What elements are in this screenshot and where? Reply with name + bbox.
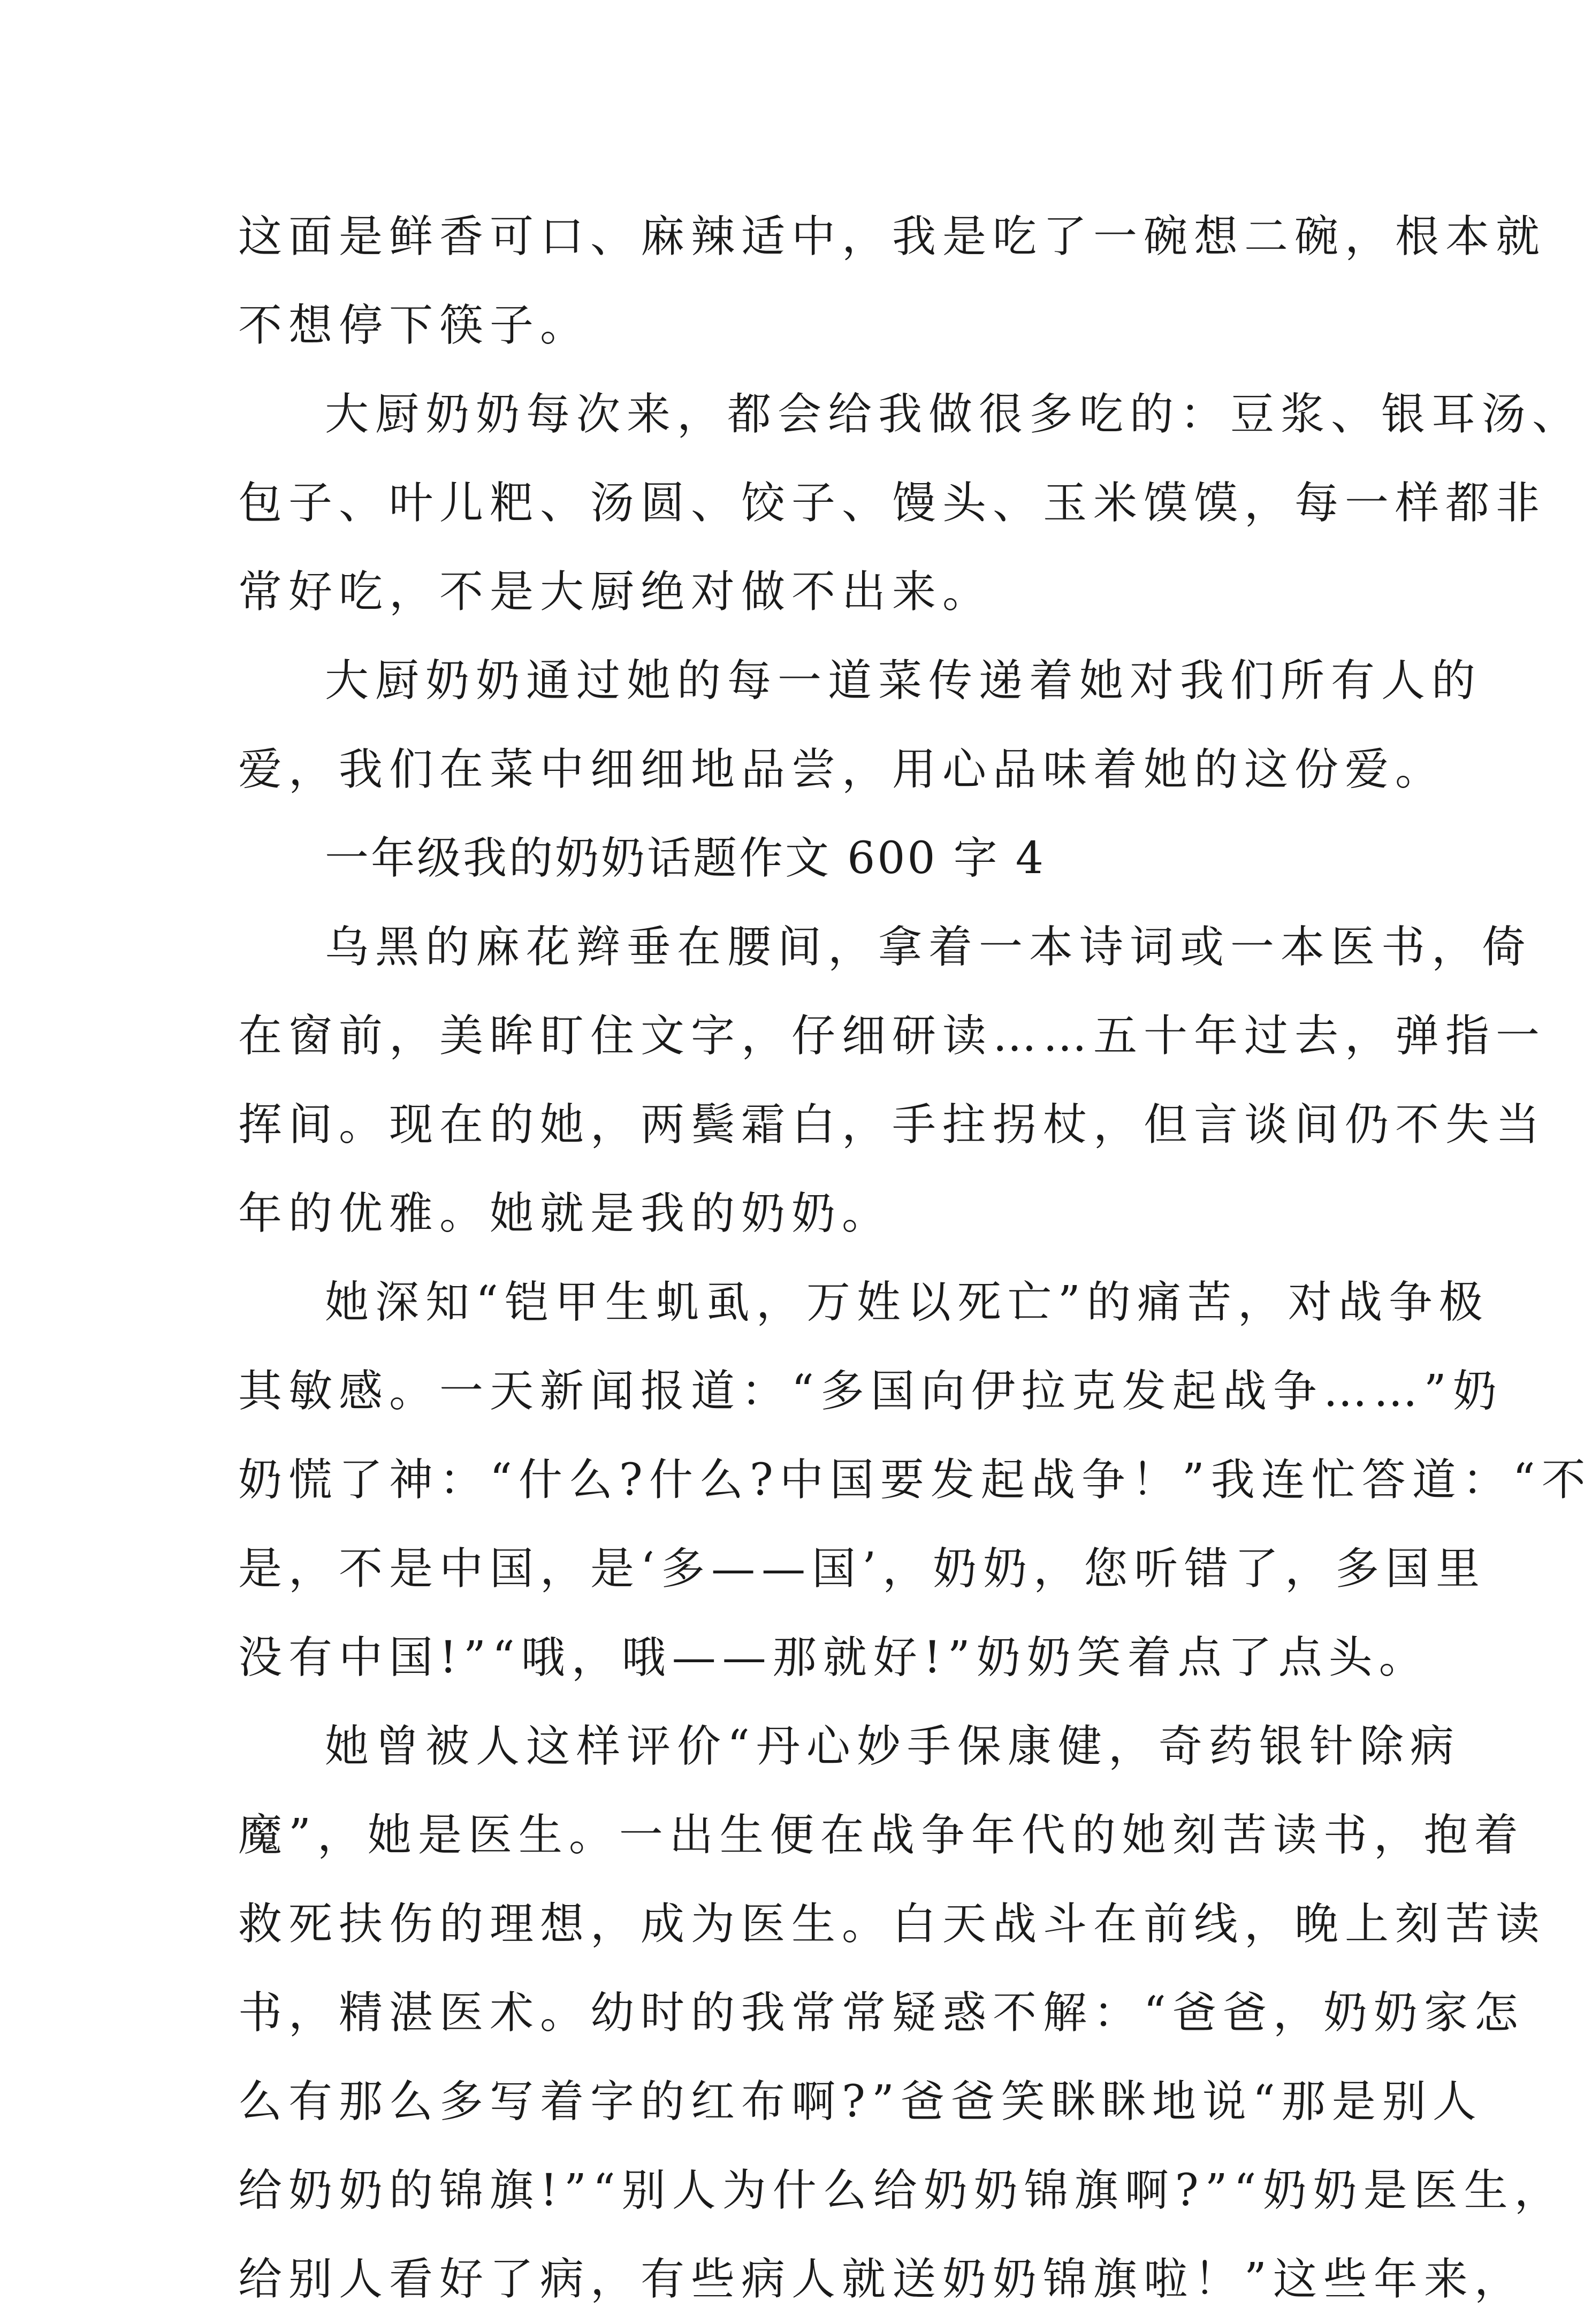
text-line: 其敏感。一天新闻报道：“多国向伊拉克发起战争……”奶	[238, 1366, 1503, 1417]
text-line: 爱，我们在菜中细细地品尝，用心品味着她的这份爱。	[238, 744, 1446, 795]
text-line: 包子、叶儿粑、汤圆、饺子、馒头、玉米馍馍，每一样都非	[238, 478, 1547, 529]
paragraph-start-line: 她深知“铠甲生虮虱，万姓以死亡”的痛苦，对战争极	[325, 1277, 1489, 1328]
text-line: 在窗前，美眸盯住文字，仔细研读……五十年过去，弹指一	[238, 1011, 1547, 1061]
paragraph-start-line: 大厨奶奶通过她的每一道菜传递着她对我们所有人的	[325, 655, 1482, 706]
text-line: 不想停下筷子。	[238, 300, 591, 351]
text-line: 给别人看好了病，有些病人就送奶奶锦旗啦！”这些年来，	[238, 2254, 1525, 2305]
text-line: 魔”，她是医生。一出生便在战争年代的她刻苦读书，抱着	[238, 1810, 1525, 1861]
section-heading: 一年级我的奶奶话题作文 600 字 4	[325, 833, 1046, 884]
text-line: 么有那么多写着字的红布啊?”爸爸笑眯眯地说“那是别人	[238, 2076, 1483, 2127]
text-line: 没有中国!”“哦，哦——那就好!”奶奶笑着点了点头。	[238, 1632, 1429, 1683]
text-line: 奶慌了神：“什么?什么?中国要发起战争！”我连忙答道：“不	[238, 1455, 1592, 1505]
paragraph-start-line: 乌黑的麻花辫垂在腰间，拿着一本诗词或一本医书，倚	[325, 922, 1533, 973]
text-line: 是，不是中国，是‘多——国’，奶奶，您听错了，多国里	[238, 1543, 1487, 1594]
text-line: 常好吃，不是大厨绝对做不出来。	[238, 567, 993, 617]
text-line: 救死扶伤的理想，成为医生。白天战斗在前线，晚上刻苦读	[238, 1899, 1547, 1950]
text-line: 给奶奶的锦旗!”“别人为什么给奶奶锦旗啊?”“奶奶是医生，	[238, 2165, 1565, 2216]
text-line: 年的优雅。她就是我的奶奶。	[238, 1188, 893, 1239]
text-line: 这面是鲜香可口、麻辣适中，我是吃了一碗想二碗，根本就	[238, 211, 1547, 262]
text-line: 书，精湛医术。幼时的我常常疑惑不解：“爸爸，奶奶家怎	[238, 1987, 1525, 2038]
paragraph-start-line: 她曾被人这样评价“丹心妙手保康健，奇药银针除病	[325, 1721, 1460, 1772]
document-body	[238, 193, 1592, 2324]
text-line: 挥间。现在的她，两鬓霜白，手拄拐杖，但言谈间仍不失当	[238, 1099, 1547, 1150]
paragraph-start-line: 大厨奶奶每次来，都会给我做很多吃的：豆浆、银耳汤、	[325, 389, 1583, 440]
